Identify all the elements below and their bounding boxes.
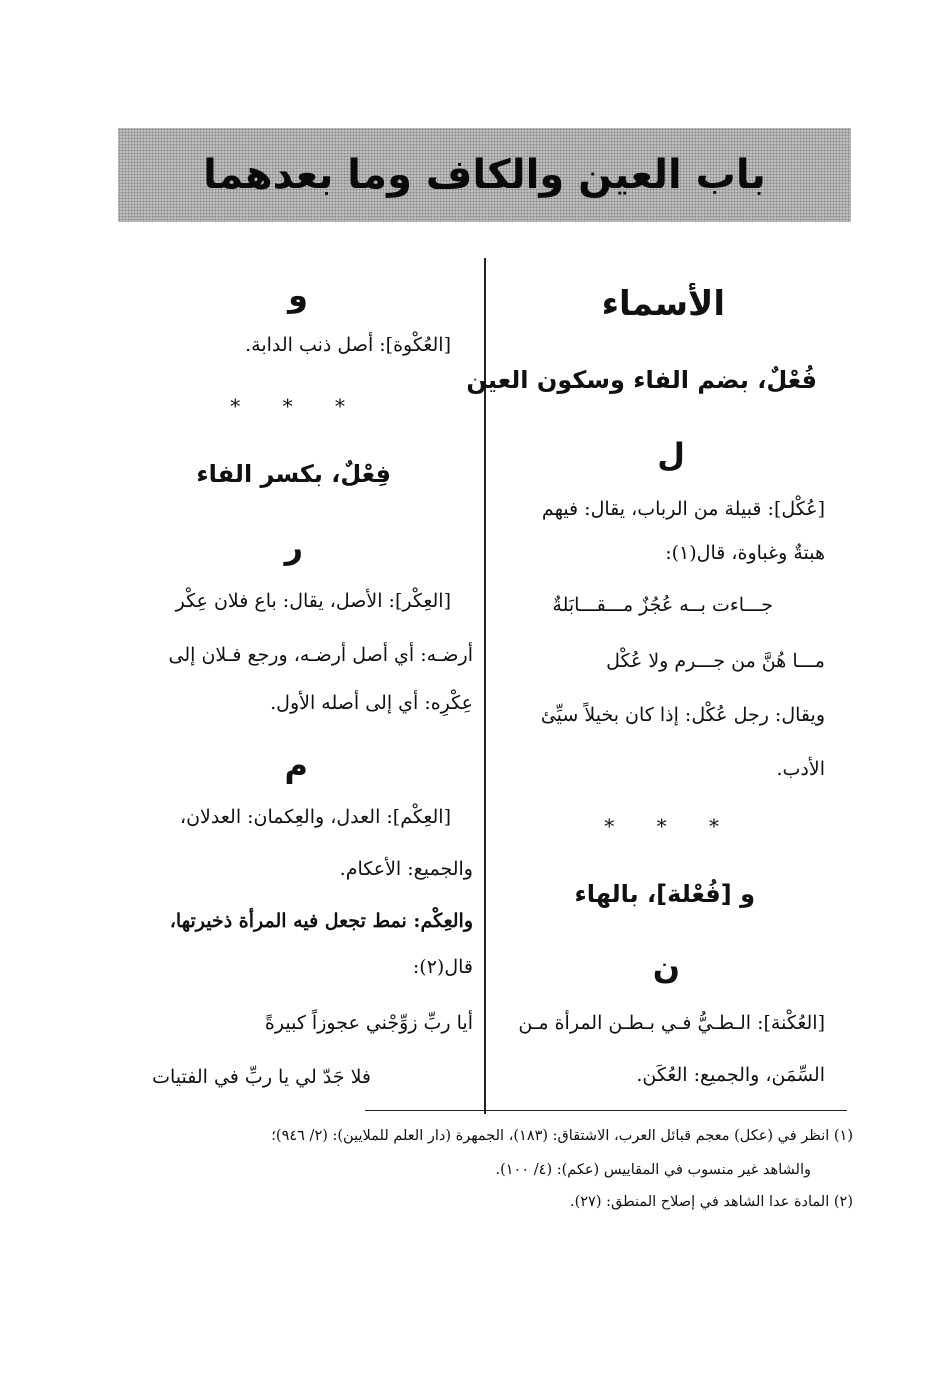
entry-ukwa: [العُكْوة]: أصل ذنب الدابة. <box>245 334 451 356</box>
letter-heading-waw: و <box>288 276 308 314</box>
letter-heading-nun: ن <box>652 948 680 986</box>
letter-heading-ra: ر <box>284 528 303 566</box>
verse-line: فلا جَدّ لي يا ربِّ في الفتيات <box>152 1066 371 1088</box>
verse-line: أيا ربِّ زوِّجْني عجوزاً كبيرةً <box>264 1012 473 1034</box>
pattern-title: فُعْلٌ، بضم الفاء وسكون العين <box>466 366 817 394</box>
section-separator: * * * <box>230 394 363 418</box>
pattern-title: و [فُعْلة]، بالهاء <box>574 880 755 908</box>
footnote-2: (٢) المادة عدا الشاهد في إصلاح المنطق: (٢٧). <box>569 1194 853 1210</box>
entry-ikr-line1: [العِكْر]: الأصل، يقال: باع فلان عِكْر <box>175 590 451 612</box>
chapter-banner <box>118 128 851 222</box>
pattern-title: فِعْلٌ، بكسر الفاء <box>196 460 391 488</box>
entry-ikm-line2: والجميع: الأعكام. <box>339 858 473 880</box>
letter-heading-mim: م <box>284 746 308 784</box>
entry-ukl-line3: ويقال: رجل عُكْل: إذا كان بخيلاً سيِّئ <box>540 704 825 726</box>
footnote-1: (١) انظر في (عكل) معجم قبائل العرب، الاشتقاق: (١٨٣)، الجمهرة (دار العلم للملايين): (٢/ ٩٤٦)؛ <box>271 1128 853 1144</box>
entry-ikm2-line2: قال(٢): <box>412 956 473 978</box>
entry-ukna-line2: السِّمَن، والجميع: العُكَن. <box>636 1064 825 1086</box>
entry-ukl-line4: الأدب. <box>776 758 825 780</box>
section-separator: * * * <box>604 814 737 838</box>
footnote-1-cont: والشاهد غير منسوب في المقاييس (عكم): (٤/ ١٠٠). <box>495 1162 811 1178</box>
entry-ikm-line1: [العِكْم]: العدل، والعِكمان: العدلان، <box>179 806 451 828</box>
entry-ukl-line2: هبتةٌ وغباوة، قال(١): <box>665 542 825 564</box>
section-title: الأسماء <box>601 284 725 324</box>
verse-line: جـــاءت بــه عُجُزٌ مـــقـــابَلةٌ <box>552 594 773 616</box>
entry-ikm2-line1: والعِكْم: نمط تجعل فيه المرأة ذخيرتها، <box>169 910 473 932</box>
verse-line: مـــا هُنَّ من جـــرم ولا عُكْل <box>606 650 825 672</box>
chapter-title: باب العين والكاف وما بعدهما <box>203 152 766 198</box>
letter-heading-lam: ل <box>657 436 685 474</box>
entry-ikr-line3: عِكْرِه: أي إلى أصله الأول. <box>270 692 473 714</box>
entry-ukna-line1: [العُكْنة]: الـطـيُّ فـي بـطـن المرأة مـن <box>518 1012 825 1034</box>
entry-ukl-line1: [عُكْل]: قبيلة من الرباب، يقال: فيهم <box>541 498 825 520</box>
footnote-rule <box>365 1110 847 1111</box>
entry-ikr-line2: أرضـه: أي أصل أرضـه، ورجع فـلان إلى <box>168 644 473 666</box>
